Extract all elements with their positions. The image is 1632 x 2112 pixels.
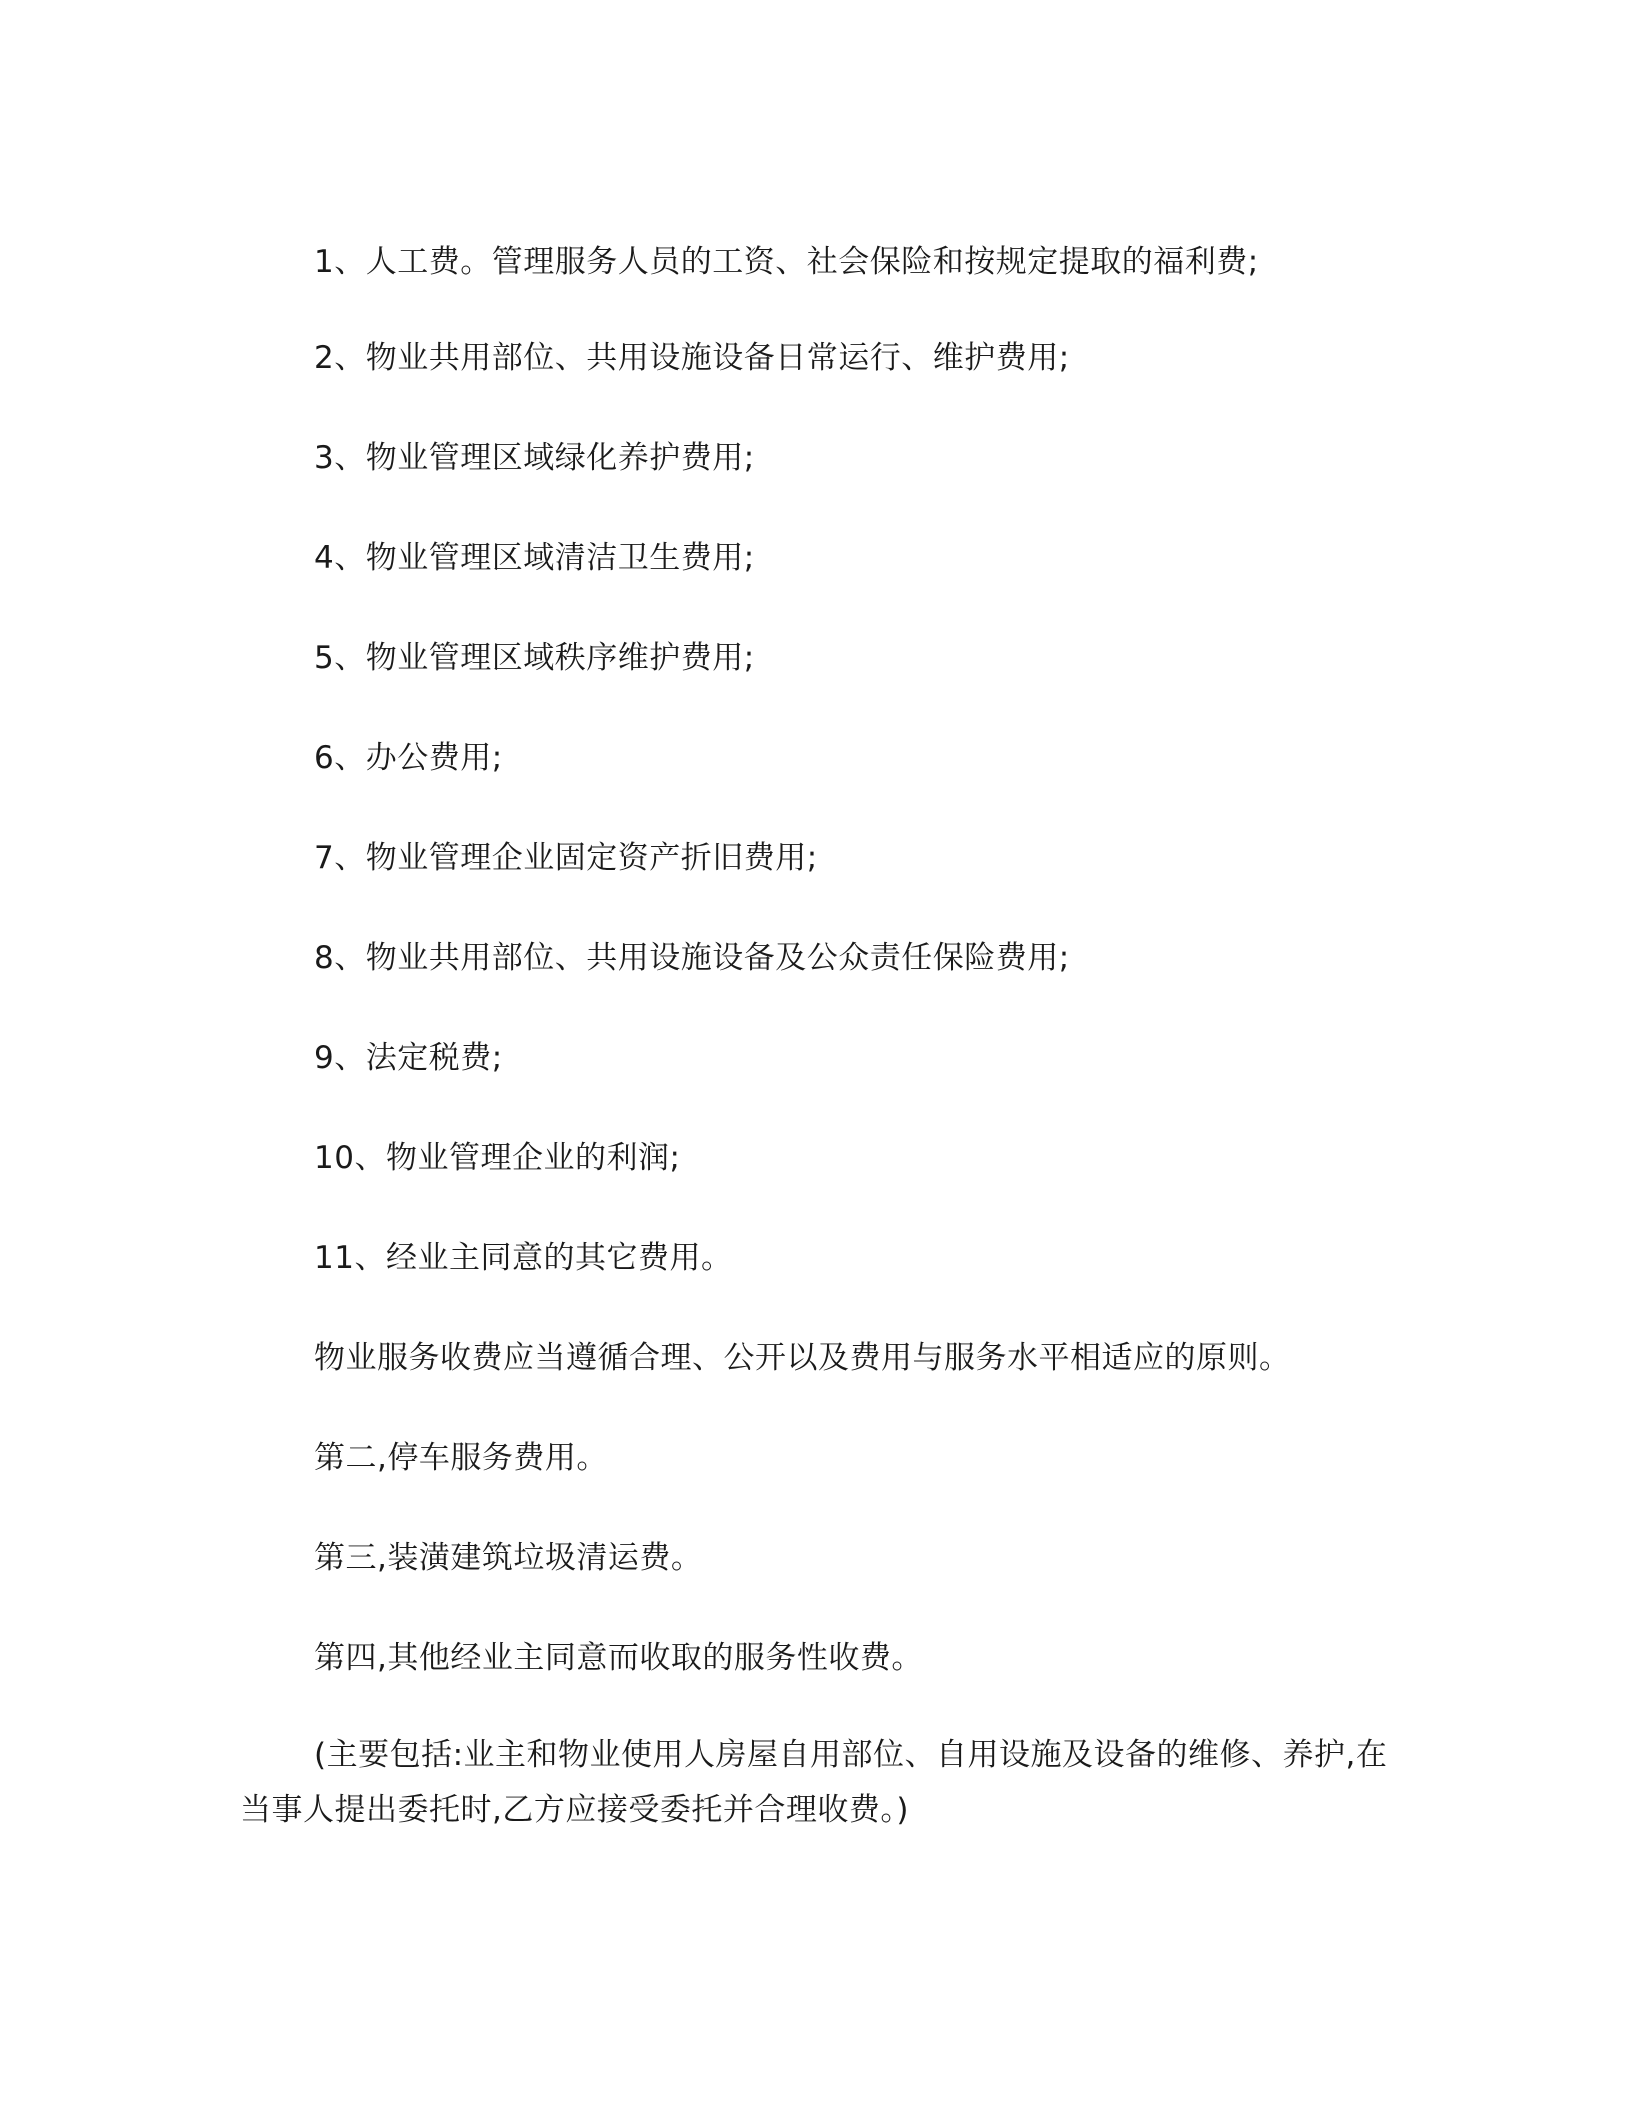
fee-item-5: 5、物业管理区域秩序维护费用; <box>314 640 755 676</box>
fee-item-7: 7、物业管理企业固定资产折旧费用; <box>314 840 818 876</box>
third-fee-category: 第三,装潢建筑垃圾清运费。 <box>314 1540 703 1576</box>
principle-paragraph: 物业服务收费应当遵循合理、公开以及费用与服务水平相适应的原则。 <box>314 1340 1291 1376</box>
fee-item-6: 6、办公费用; <box>314 740 503 776</box>
fee-item-1: 1、人工费。管理服务人员的工资、社会保险和按规定提取的福利费; <box>314 244 1259 280</box>
fee-item-2: 2、物业共用部位、共用设施设备日常运行、维护费用; <box>314 340 1070 376</box>
second-fee-category: 第二,停车服务费用。 <box>314 1440 608 1476</box>
fee-item-9: 9、法定税费; <box>314 1040 503 1076</box>
fee-item-3: 3、物业管理区域绿化养护费用; <box>314 440 755 476</box>
note-paragraph: (主要包括:业主和物业使用人房屋自用部位、自用设施及设备的维修、养护,在当事人提出委托时,乙方应接受委托并合理收费。) <box>240 1737 1388 1828</box>
fee-item-11: 11、经业主同意的其它费用。 <box>314 1240 733 1276</box>
fee-item-10: 10、物业管理企业的利润; <box>314 1140 681 1176</box>
fourth-fee-category: 第四,其他经业主同意而收取的服务性收费。 <box>314 1640 923 1676</box>
fee-item-4: 4、物业管理区域清洁卫生费用; <box>314 540 755 576</box>
fee-item-8: 8、物业共用部位、共用设施设备及公众责任保险费用; <box>314 940 1070 976</box>
